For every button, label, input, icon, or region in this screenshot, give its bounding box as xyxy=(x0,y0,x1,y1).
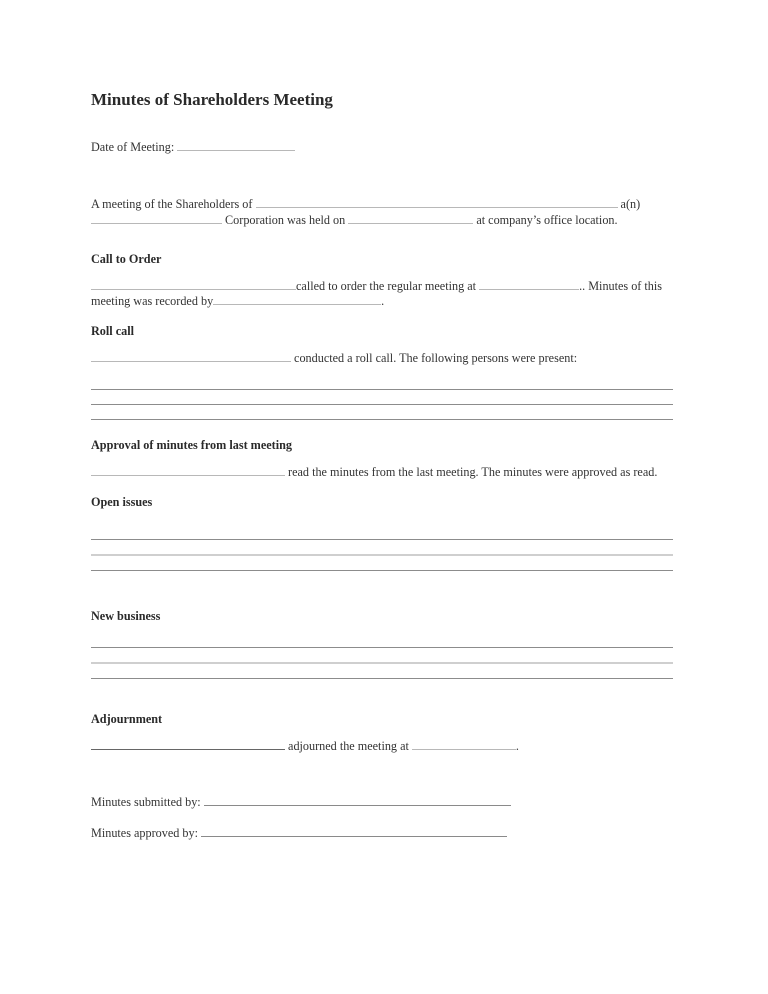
call-to-order-text-1: called to order the regular meeting at xyxy=(296,279,477,293)
submitted-by-field[interactable] xyxy=(204,794,511,806)
open-issues-line-1[interactable] xyxy=(91,539,673,540)
recorded-by-field[interactable] xyxy=(213,293,381,305)
called-by-field[interactable] xyxy=(91,278,296,290)
read-by-field[interactable] xyxy=(91,464,285,476)
document-title: Minutes of Shareholders Meeting xyxy=(91,90,333,109)
call-to-order-text-2: .. Minutes of this xyxy=(579,279,663,293)
new-business-line-2[interactable] xyxy=(91,662,673,664)
intro-text-3: Corporation was held on xyxy=(225,213,346,227)
approval-heading: Approval of minutes from last meeting xyxy=(91,438,292,452)
call-to-order-heading: Call to Order xyxy=(91,252,162,266)
attendees-line-3[interactable] xyxy=(91,419,673,420)
intro-line-2 xyxy=(91,212,618,228)
new-business-line-3[interactable] xyxy=(91,678,673,679)
adjournment-time-field[interactable] xyxy=(412,738,516,750)
intro-text-2: a(n) xyxy=(620,197,641,211)
open-issues-line-3[interactable] xyxy=(91,570,673,571)
held-on-date-field[interactable] xyxy=(348,212,473,224)
adjournment-text-2: . xyxy=(515,739,519,753)
submitted-by-label: Minutes submitted by: xyxy=(91,795,201,809)
open-issues-line-2[interactable] xyxy=(91,554,673,556)
intro-line-1 xyxy=(91,196,640,212)
time-field[interactable] xyxy=(479,278,579,290)
open-issues-heading: Open issues xyxy=(91,495,153,509)
intro-text-1: A meeting of the Shareholders of xyxy=(91,197,253,211)
roll-call-line xyxy=(91,350,577,366)
attendees-line-2[interactable] xyxy=(91,404,673,405)
adjournment-line xyxy=(91,738,519,754)
approval-text: read the minutes from the last meeting. The minutes were approved as read. xyxy=(288,465,658,479)
roll-call-heading: Roll call xyxy=(91,324,134,338)
submitted-by-row xyxy=(91,794,511,810)
adjournment-heading: Adjournment xyxy=(91,712,163,726)
adjournment-text-1: adjourned the meeting at xyxy=(288,739,409,753)
date-of-meeting-row xyxy=(91,139,295,155)
date-label: Date of Meeting: xyxy=(91,140,175,154)
new-business-line-1[interactable] xyxy=(91,647,673,648)
call-to-order-text-3: meeting was recorded by xyxy=(91,294,214,308)
approved-by-label: Minutes approved by: xyxy=(91,826,198,840)
attendees-line-1[interactable] xyxy=(91,389,673,390)
call-to-order-line-1 xyxy=(91,278,662,294)
roll-call-by-field[interactable] xyxy=(91,350,291,362)
intro-text-4: at company’s office location. xyxy=(476,213,618,227)
approved-by-row xyxy=(91,825,507,841)
call-to-order-line-2 xyxy=(91,293,384,309)
call-to-order-text-4: . xyxy=(381,294,385,308)
approval-line xyxy=(91,464,657,480)
company-name-field[interactable] xyxy=(256,196,618,208)
adjourned-by-field[interactable] xyxy=(91,738,285,750)
approved-by-field[interactable] xyxy=(201,825,507,837)
state-field[interactable] xyxy=(91,212,222,224)
date-field[interactable] xyxy=(177,139,295,151)
roll-call-text: conducted a roll call. The following persons were present: xyxy=(294,351,578,365)
new-business-heading: New business xyxy=(91,609,161,623)
